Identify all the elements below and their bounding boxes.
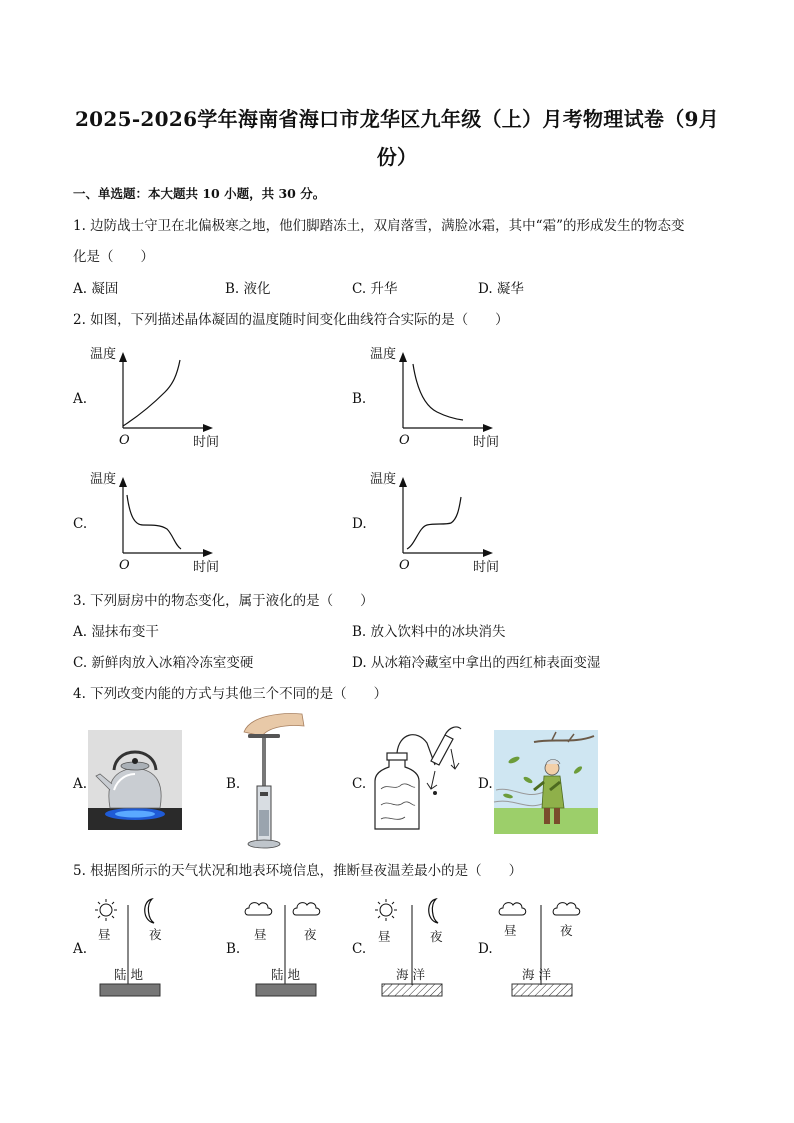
graph-c-y-label: 温度 — [90, 472, 117, 487]
q1-stem-line1: 1. 边防战士守卫在北偏极寒之地，他们脚踏冻土，双肩落雪，满脸冰霜，其中“霜”的形成发生的物态变 — [73, 218, 685, 234]
night-label: 夜 — [430, 929, 443, 944]
section-heading: 一、单选题：本大题共 10 小题，共 30 分。 — [73, 186, 326, 201]
q2-graph-c — [85, 465, 235, 580]
q1-option-d[interactable]: D. 凝华 — [478, 281, 524, 297]
day-label: 昼 — [378, 929, 391, 944]
q2-graph-b — [365, 340, 515, 455]
q5-diagram-b — [240, 895, 330, 1000]
q5-diagram-d — [494, 895, 589, 1000]
moon-icon — [429, 899, 438, 923]
graph-d-origin: O — [399, 558, 410, 573]
title-line-1: 2025-2026学年海南省海口市龙华区九年级（上）月考物理试卷（9月 — [74, 107, 720, 131]
air-compression-syringe-image — [240, 710, 310, 850]
q5-option-a-letter[interactable]: A. — [73, 941, 88, 957]
graph-c-x-label: 时间 — [193, 560, 220, 575]
graph-b-y-label: 温度 — [370, 347, 397, 362]
q5-option-c-letter[interactable]: C. — [352, 941, 367, 957]
graph-d-x-label: 时间 — [473, 560, 500, 575]
graph-c-origin: O — [119, 558, 130, 573]
q5-option-d-letter[interactable]: D. — [478, 941, 493, 957]
cloud-icon — [245, 903, 272, 915]
bottle-air-pump-image — [365, 725, 465, 837]
kettle-on-stove-image — [88, 730, 182, 830]
q2-option-c-letter[interactable]: C. — [73, 516, 88, 532]
graph-a-x-label: 时间 — [193, 435, 220, 450]
q2-option-b-letter[interactable]: B. — [352, 391, 367, 407]
title-line-2: 份） — [376, 145, 418, 169]
q4-option-c-letter[interactable]: C. — [352, 776, 367, 792]
q5-diagram-a — [88, 895, 178, 1000]
q5-option-b-letter[interactable]: B. — [226, 941, 241, 957]
q2-graph-d — [365, 465, 515, 580]
q2-stem: 2. 如图，下列描述晶体凝固的温度随时间变化曲线符合实际的是（ ） — [73, 312, 509, 328]
q1-stem-line2: 化是（ ） — [73, 249, 154, 265]
graph-b-x-label: 时间 — [473, 435, 500, 450]
q5-stem: 5. 根据图所示的天气状况和地表环境信息，推断昼夜温差最小的是（ ） — [73, 863, 523, 879]
q5-diagram-c — [368, 895, 458, 1000]
day-label: 昼 — [98, 927, 111, 942]
sun-icon — [95, 899, 117, 921]
night-label: 夜 — [304, 927, 317, 942]
q3-option-a[interactable]: A. 湿抹布变干 — [73, 624, 159, 640]
exam-title — [50, 100, 744, 176]
surface-label: 海 洋 — [522, 967, 551, 982]
graph-b-origin: O — [399, 433, 410, 448]
day-label: 昼 — [504, 923, 517, 938]
surface-label: 陆 地 — [114, 967, 143, 982]
moon-icon — [145, 899, 154, 923]
night-label: 夜 — [560, 923, 573, 938]
surface-label: 海 洋 — [396, 967, 425, 982]
cloud-icon — [553, 903, 580, 915]
sun-icon — [375, 899, 397, 921]
q4-stem: 4. 下列改变内能的方式与其他三个不同的是（ ） — [73, 686, 388, 702]
night-label: 夜 — [149, 927, 162, 942]
q1-option-c[interactable]: C. 升华 — [352, 281, 398, 297]
q1-option-a[interactable]: A. 凝固 — [73, 281, 119, 297]
graph-d-y-label: 温度 — [370, 472, 397, 487]
graph-a-origin: O — [119, 433, 130, 448]
q3-option-b[interactable]: B. 放入饮料中的冰块消失 — [352, 624, 506, 640]
cloud-icon — [293, 903, 320, 915]
q2-option-a-letter[interactable]: A. — [73, 391, 88, 407]
day-label: 昼 — [254, 927, 267, 942]
q4-option-d-letter[interactable]: D. — [478, 776, 493, 792]
cloud-icon — [499, 903, 526, 915]
q2-graph-a — [85, 340, 235, 455]
person-warming-hands-image — [494, 730, 598, 834]
q3-stem: 3. 下列厨房中的物态变化，属于液化的是（ ） — [73, 593, 374, 609]
q3-option-d[interactable]: D. 从冰箱冷藏室中拿出的西红柿表面变湿 — [352, 655, 601, 671]
q3-option-c[interactable]: C. 新鲜肉放入冰箱冷冻室变硬 — [73, 655, 254, 671]
surface-label: 陆 地 — [271, 967, 300, 982]
q4-option-b-letter[interactable]: B. — [226, 776, 241, 792]
graph-a-y-label: 温度 — [90, 347, 117, 362]
q2-option-d-letter[interactable]: D. — [352, 516, 367, 532]
q1-option-b[interactable]: B. 液化 — [225, 281, 271, 297]
q4-option-a-letter[interactable]: A. — [73, 776, 88, 792]
